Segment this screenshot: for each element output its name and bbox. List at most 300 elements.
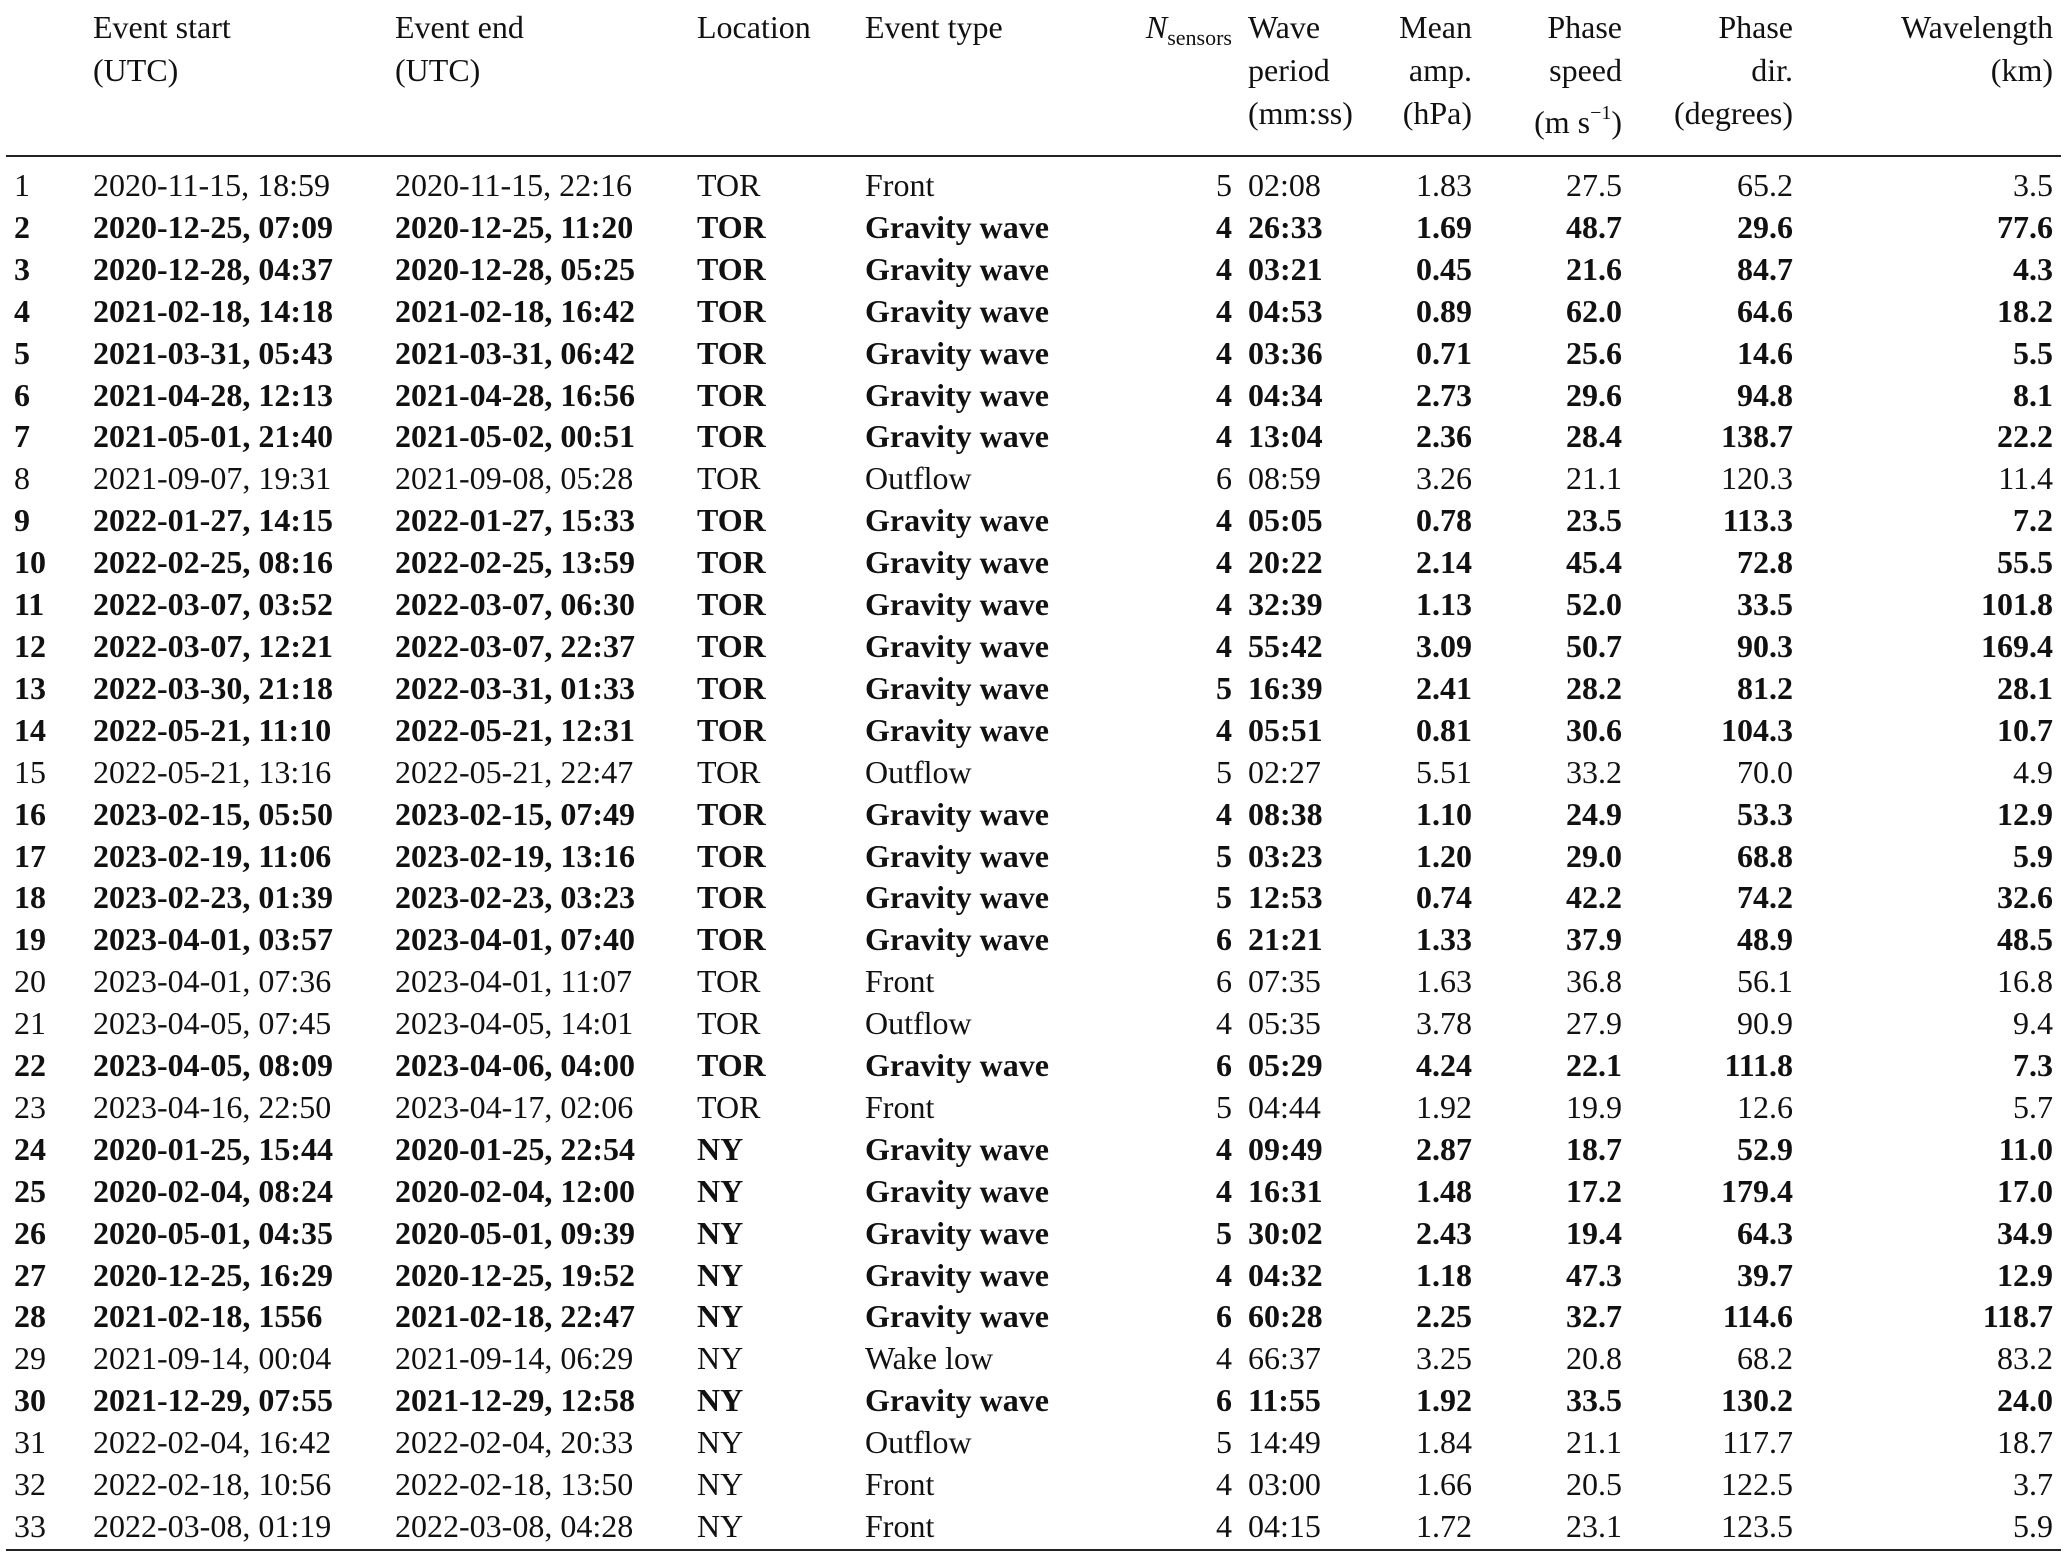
cell-location: TOR bbox=[697, 711, 766, 748]
cell-mean-amp: 1.48 bbox=[1416, 1172, 1472, 1209]
cell-event-start: 2021-09-14, 00:04 bbox=[93, 1340, 332, 1377]
cell-index: 32 bbox=[14, 1466, 46, 1503]
cell-index: 21 bbox=[14, 1005, 46, 1042]
cell-event-type: Gravity wave bbox=[865, 1130, 1049, 1167]
cell-location: TOR bbox=[697, 250, 766, 287]
cell-phase-dir: 90.9 bbox=[1737, 1005, 1793, 1042]
cell-mean-amp: 0.81 bbox=[1416, 711, 1472, 748]
cell-nsensors: 6 bbox=[1216, 1047, 1232, 1084]
table-row bbox=[6, 1129, 2061, 1171]
header-phase-speed-line3-post: ) bbox=[1611, 104, 1622, 140]
cell-nsensors: 5 bbox=[1216, 753, 1232, 790]
cell-phase-dir: 111.8 bbox=[1724, 1047, 1793, 1084]
header-wave-period-line2: period bbox=[1248, 52, 1330, 88]
cell-wave-period: 05:51 bbox=[1248, 711, 1323, 748]
cell-event-type: Gravity wave bbox=[865, 879, 1049, 916]
cell-event-end: 2022-03-07, 22:37 bbox=[395, 627, 635, 664]
header-wavelength-line1: Wavelength bbox=[1900, 9, 2053, 45]
cell-index: 12 bbox=[14, 627, 46, 664]
cell-mean-amp: 4.24 bbox=[1416, 1047, 1472, 1084]
table-row bbox=[6, 1087, 2061, 1129]
cell-location: TOR bbox=[697, 502, 766, 539]
cell-event-start: 2023-04-01, 03:57 bbox=[93, 921, 333, 958]
cell-event-type: Gravity wave bbox=[865, 376, 1049, 413]
cell-location: TOR bbox=[697, 460, 761, 497]
cell-event-start: 2023-02-23, 01:39 bbox=[93, 879, 333, 916]
cell-phase-speed: 18.7 bbox=[1566, 1130, 1622, 1167]
cell-mean-amp: 1.66 bbox=[1416, 1466, 1472, 1503]
cell-wavelength: 11.0 bbox=[1998, 1130, 2053, 1167]
cell-nsensors: 4 bbox=[1216, 627, 1232, 664]
table-row bbox=[6, 1003, 2061, 1045]
cell-phase-speed: 22.1 bbox=[1566, 1047, 1622, 1084]
cell-mean-amp: 5.51 bbox=[1416, 753, 1472, 790]
cell-phase-speed: 32.7 bbox=[1566, 1298, 1622, 1335]
cell-mean-amp: 0.78 bbox=[1416, 502, 1472, 539]
cell-wavelength: 16.8 bbox=[1997, 963, 2053, 1000]
cell-index: 19 bbox=[14, 921, 46, 958]
cell-event-end: 2023-04-05, 14:01 bbox=[395, 1005, 634, 1042]
cell-wave-period: 03:36 bbox=[1248, 334, 1323, 371]
cell-wavelength: 28.1 bbox=[1997, 669, 2053, 706]
cell-nsensors: 4 bbox=[1216, 1130, 1232, 1167]
cell-phase-dir: 33.5 bbox=[1737, 586, 1793, 623]
cell-mean-amp: 3.26 bbox=[1416, 460, 1472, 497]
cell-event-end: 2020-12-25, 11:20 bbox=[395, 208, 634, 245]
cell-phase-speed: 50.7 bbox=[1566, 627, 1622, 664]
header-nsensors bbox=[1077, 6, 1240, 156]
cell-phase-speed: 36.8 bbox=[1566, 963, 1622, 1000]
cell-phase-dir: 68.8 bbox=[1737, 837, 1793, 874]
cell-event-start: 2020-12-25, 16:29 bbox=[93, 1256, 333, 1293]
header-phase-speed-line3-sup: −1 bbox=[1590, 102, 1612, 124]
table-row bbox=[6, 333, 2061, 375]
cell-wave-period: 04:32 bbox=[1248, 1256, 1323, 1293]
table-row bbox=[6, 1296, 2061, 1338]
cell-mean-amp: 1.83 bbox=[1416, 167, 1472, 203]
cell-event-end: 2021-02-18, 22:47 bbox=[395, 1298, 635, 1335]
cell-event-type: Gravity wave bbox=[865, 1256, 1049, 1293]
header-wavelength-line2: (km) bbox=[1990, 52, 2053, 88]
cell-phase-speed: 17.2 bbox=[1566, 1172, 1622, 1209]
cell-index: 31 bbox=[14, 1424, 46, 1461]
cell-phase-speed: 45.4 bbox=[1566, 544, 1622, 581]
cell-event-type: Gravity wave bbox=[865, 1047, 1049, 1084]
cell-event-end: 2023-02-23, 03:23 bbox=[395, 879, 635, 916]
header-row bbox=[6, 6, 2061, 156]
cell-phase-dir: 104.3 bbox=[1721, 711, 1793, 748]
cell-index: 25 bbox=[14, 1172, 46, 1209]
cell-mean-amp: 1.33 bbox=[1416, 921, 1472, 958]
cell-wave-period: 12:53 bbox=[1248, 879, 1323, 916]
cell-phase-dir: 81.2 bbox=[1737, 669, 1793, 706]
cell-phase-speed: 25.6 bbox=[1566, 334, 1622, 371]
cell-nsensors: 6 bbox=[1216, 1298, 1232, 1335]
cell-wave-period: 13:04 bbox=[1248, 418, 1323, 455]
cell-event-start: 2021-09-07, 19:31 bbox=[93, 460, 332, 497]
cell-event-type: Gravity wave bbox=[865, 250, 1049, 287]
cell-wavelength: 5.5 bbox=[2013, 334, 2053, 371]
cell-nsensors: 4 bbox=[1216, 208, 1232, 245]
cell-wavelength: 4.9 bbox=[2013, 753, 2053, 790]
cell-event-end: 2023-04-17, 02:06 bbox=[395, 1088, 634, 1125]
table-row bbox=[6, 710, 2061, 752]
cell-wave-period: 14:49 bbox=[1248, 1424, 1321, 1461]
cell-index: 6 bbox=[14, 376, 30, 413]
table-row bbox=[6, 375, 2061, 417]
cell-event-start: 2021-03-31, 05:43 bbox=[93, 334, 333, 371]
header-phase-dir bbox=[1630, 6, 1801, 156]
cell-nsensors: 4 bbox=[1216, 1256, 1232, 1293]
cell-location: TOR bbox=[697, 921, 766, 958]
cell-event-type: Gravity wave bbox=[865, 208, 1049, 245]
cell-wave-period: 04:34 bbox=[1248, 376, 1323, 413]
cell-event-type: Outflow bbox=[865, 1424, 972, 1461]
cell-mean-amp: 0.74 bbox=[1416, 879, 1472, 916]
cell-phase-speed: 20.8 bbox=[1566, 1340, 1622, 1377]
cell-wave-period: 55:42 bbox=[1248, 627, 1323, 664]
cell-phase-dir: 64.6 bbox=[1737, 292, 1793, 329]
cell-wave-period: 66:37 bbox=[1248, 1340, 1321, 1377]
cell-index: 28 bbox=[14, 1298, 46, 1335]
cell-event-type: Gravity wave bbox=[865, 795, 1049, 832]
cell-location: TOR bbox=[697, 795, 766, 832]
header-event-end-line1: Event end bbox=[395, 9, 524, 45]
cell-index: 26 bbox=[14, 1214, 46, 1251]
table-row bbox=[6, 919, 2061, 961]
cell-index: 13 bbox=[14, 669, 46, 706]
cell-wavelength: 3.5 bbox=[2013, 167, 2053, 203]
cell-index: 29 bbox=[14, 1340, 46, 1377]
header-phase-speed-line1: Phase bbox=[1547, 9, 1622, 45]
header-wave-period-line1: Wave bbox=[1248, 9, 1321, 45]
cell-wave-period: 04:15 bbox=[1248, 1508, 1321, 1544]
cell-location: NY bbox=[697, 1130, 744, 1167]
header-phase-dir-line3: (degrees) bbox=[1673, 95, 1793, 131]
cell-nsensors: 4 bbox=[1216, 292, 1232, 329]
cell-phase-dir: 39.7 bbox=[1737, 1256, 1793, 1293]
cell-mean-amp: 2.25 bbox=[1416, 1298, 1472, 1335]
cell-nsensors: 4 bbox=[1216, 418, 1232, 455]
cell-event-type: Front bbox=[865, 1508, 935, 1544]
table-row bbox=[6, 1464, 2061, 1506]
cell-nsensors: 4 bbox=[1216, 544, 1232, 581]
cell-mean-amp: 1.10 bbox=[1416, 795, 1472, 832]
cell-event-start: 2020-01-25, 15:44 bbox=[93, 1130, 333, 1167]
cell-event-end: 2021-02-18, 16:42 bbox=[395, 292, 635, 329]
cell-nsensors: 5 bbox=[1216, 837, 1232, 874]
cell-phase-speed: 47.3 bbox=[1566, 1256, 1622, 1293]
cell-event-end: 2021-09-08, 05:28 bbox=[395, 460, 634, 497]
cell-phase-speed: 24.9 bbox=[1566, 795, 1622, 832]
cell-event-start: 2021-02-18, 14:18 bbox=[93, 292, 333, 329]
cell-wave-period: 03:00 bbox=[1248, 1466, 1321, 1503]
cell-event-end: 2023-02-19, 13:16 bbox=[395, 837, 635, 874]
cell-event-type: Gravity wave bbox=[865, 1382, 1049, 1419]
cell-location: TOR bbox=[697, 627, 766, 664]
cell-index: 8 bbox=[14, 460, 30, 497]
cell-phase-dir: 114.6 bbox=[1722, 1298, 1793, 1335]
cell-index: 24 bbox=[14, 1130, 46, 1167]
cell-phase-speed: 28.2 bbox=[1566, 669, 1622, 706]
cell-wavelength: 101.8 bbox=[1981, 586, 2053, 623]
cell-nsensors: 4 bbox=[1216, 711, 1232, 748]
cell-phase-dir: 120.3 bbox=[1721, 460, 1793, 497]
header-event-start bbox=[85, 6, 387, 156]
cell-wavelength: 11.4 bbox=[1998, 460, 2053, 497]
cell-wave-period: 08:38 bbox=[1248, 795, 1323, 832]
cell-event-start: 2022-03-07, 03:52 bbox=[93, 586, 333, 623]
cell-location: NY bbox=[697, 1508, 744, 1544]
table-row bbox=[6, 1422, 2061, 1464]
cell-index: 4 bbox=[14, 292, 30, 329]
cell-event-start: 2023-04-05, 08:09 bbox=[93, 1047, 333, 1084]
table-row bbox=[6, 961, 2061, 1003]
cell-wave-period: 02:08 bbox=[1248, 167, 1321, 203]
table-row bbox=[6, 1045, 2061, 1087]
header-wavelength bbox=[1801, 6, 2061, 156]
cell-event-type: Outflow bbox=[865, 460, 972, 497]
cell-location: TOR bbox=[697, 376, 766, 413]
cell-phase-dir: 29.6 bbox=[1737, 208, 1793, 245]
cell-event-end: 2022-02-04, 20:33 bbox=[395, 1424, 634, 1461]
cell-index: 1 bbox=[14, 167, 30, 203]
cell-nsensors: 6 bbox=[1216, 963, 1232, 1000]
cell-wavelength: 17.0 bbox=[1997, 1172, 2053, 1209]
cell-wavelength: 48.5 bbox=[1997, 921, 2053, 958]
table-row bbox=[6, 626, 2061, 668]
cell-phase-dir: 52.9 bbox=[1737, 1130, 1793, 1167]
table-body bbox=[6, 156, 2061, 1548]
cell-event-start: 2020-12-25, 07:09 bbox=[93, 208, 333, 245]
cell-event-start: 2022-05-21, 11:10 bbox=[93, 711, 332, 748]
cell-index: 2 bbox=[14, 208, 30, 245]
cell-location: NY bbox=[697, 1340, 744, 1377]
cell-mean-amp: 3.25 bbox=[1416, 1340, 1472, 1377]
cell-phase-speed: 21.1 bbox=[1566, 1424, 1622, 1461]
cell-nsensors: 4 bbox=[1216, 502, 1232, 539]
cell-event-end: 2021-03-31, 06:42 bbox=[395, 334, 635, 371]
cell-index: 18 bbox=[14, 879, 46, 916]
cell-phase-speed: 62.0 bbox=[1566, 292, 1622, 329]
cell-nsensors: 6 bbox=[1216, 1382, 1232, 1419]
cell-event-type: Front bbox=[865, 963, 935, 1000]
cell-mean-amp: 0.71 bbox=[1416, 334, 1472, 371]
cell-location: NY bbox=[697, 1256, 744, 1293]
cell-wavelength: 4.3 bbox=[2013, 250, 2053, 287]
cell-event-type: Front bbox=[865, 1466, 935, 1503]
cell-phase-dir: 138.7 bbox=[1721, 418, 1793, 455]
cell-phase-speed: 29.6 bbox=[1566, 376, 1622, 413]
cell-location: NY bbox=[697, 1214, 744, 1251]
table-row bbox=[6, 1380, 2061, 1422]
cell-event-end: 2021-09-14, 06:29 bbox=[395, 1340, 634, 1377]
cell-event-end: 2022-03-08, 04:28 bbox=[395, 1508, 634, 1544]
cell-wavelength: 10.7 bbox=[1997, 711, 2053, 748]
cell-wave-period: 04:44 bbox=[1248, 1088, 1321, 1125]
cell-event-end: 2023-04-01, 11:07 bbox=[395, 963, 633, 1000]
cell-location: TOR bbox=[697, 586, 766, 623]
cell-nsensors: 5 bbox=[1216, 1424, 1232, 1461]
cell-mean-amp: 1.13 bbox=[1416, 586, 1472, 623]
cell-nsensors: 4 bbox=[1216, 1172, 1232, 1209]
cell-index: 15 bbox=[14, 753, 46, 790]
cell-phase-dir: 56.1 bbox=[1737, 963, 1793, 1000]
cell-mean-amp: 2.36 bbox=[1416, 418, 1472, 455]
header-event-end bbox=[387, 6, 689, 156]
cell-phase-dir: 122.5 bbox=[1721, 1466, 1793, 1503]
cell-event-end: 2022-05-21, 22:47 bbox=[395, 753, 634, 790]
cell-phase-speed: 21.6 bbox=[1566, 250, 1622, 287]
header-event-type: Event type bbox=[857, 6, 1077, 156]
table-row bbox=[6, 1338, 2061, 1380]
table-row bbox=[6, 1171, 2061, 1213]
table-row bbox=[6, 668, 2061, 710]
cell-event-end: 2022-01-27, 15:33 bbox=[395, 502, 635, 539]
cell-wave-period: 60:28 bbox=[1248, 1298, 1323, 1335]
cell-phase-dir: 123.5 bbox=[1721, 1508, 1793, 1544]
table-row bbox=[6, 584, 2061, 626]
cell-phase-speed: 33.2 bbox=[1566, 753, 1622, 790]
cell-event-start: 2023-02-19, 11:06 bbox=[93, 837, 332, 874]
cell-event-start: 2021-05-01, 21:40 bbox=[93, 418, 333, 455]
cell-wave-period: 05:35 bbox=[1248, 1005, 1321, 1042]
cell-phase-dir: 70.0 bbox=[1737, 753, 1793, 790]
cell-wave-period: 11:55 bbox=[1248, 1382, 1321, 1419]
table-row bbox=[6, 1213, 2061, 1255]
header-mean-amp bbox=[1360, 6, 1480, 156]
cell-index: 27 bbox=[14, 1256, 46, 1293]
cell-event-type: Gravity wave bbox=[865, 502, 1049, 539]
cell-index: 20 bbox=[14, 963, 46, 1000]
cell-event-type: Wake low bbox=[865, 1340, 994, 1377]
cell-event-start: 2022-01-27, 14:15 bbox=[93, 502, 333, 539]
table-row bbox=[6, 752, 2061, 794]
cell-event-start: 2022-03-30, 21:18 bbox=[93, 669, 333, 706]
cell-event-end: 2022-03-31, 01:33 bbox=[395, 669, 635, 706]
cell-location: TOR bbox=[697, 292, 766, 329]
cell-phase-dir: 65.2 bbox=[1737, 167, 1793, 203]
cell-wave-period: 09:49 bbox=[1248, 1130, 1323, 1167]
header-nsensors-base: N bbox=[1145, 9, 1168, 45]
cell-event-end: 2020-11-15, 22:16 bbox=[395, 167, 633, 203]
cell-wavelength: 5.9 bbox=[2013, 837, 2053, 874]
cell-event-start: 2022-02-25, 08:16 bbox=[93, 544, 333, 581]
cell-event-end: 2021-04-28, 16:56 bbox=[395, 376, 635, 413]
cell-phase-speed: 21.1 bbox=[1566, 460, 1622, 497]
cell-wave-period: 03:23 bbox=[1248, 837, 1323, 874]
cell-mean-amp: 2.87 bbox=[1416, 1130, 1472, 1167]
cell-wave-period: 08:59 bbox=[1248, 460, 1321, 497]
cell-index: 33 bbox=[14, 1508, 46, 1544]
table-row bbox=[6, 291, 2061, 333]
cell-event-type: Gravity wave bbox=[865, 669, 1049, 706]
cell-event-start: 2023-04-01, 07:36 bbox=[93, 963, 332, 1000]
cell-wavelength: 7.2 bbox=[2013, 502, 2053, 539]
cell-phase-dir: 90.3 bbox=[1737, 627, 1793, 664]
cell-index: 3 bbox=[14, 250, 30, 287]
cell-mean-amp: 3.09 bbox=[1416, 627, 1472, 664]
cell-wave-period: 02:27 bbox=[1248, 753, 1321, 790]
cell-location: TOR bbox=[697, 208, 766, 245]
cell-index: 22 bbox=[14, 1047, 46, 1084]
cell-index: 7 bbox=[14, 418, 30, 455]
events-table bbox=[6, 6, 2061, 1548]
cell-event-type: Gravity wave bbox=[865, 292, 1049, 329]
cell-event-start: 2023-02-15, 05:50 bbox=[93, 795, 333, 832]
cell-event-start: 2023-04-16, 22:50 bbox=[93, 1088, 332, 1125]
header-mean-amp-line1: Mean bbox=[1399, 9, 1472, 45]
cell-index: 11 bbox=[14, 586, 45, 623]
cell-index: 17 bbox=[14, 837, 46, 874]
cell-event-end: 2020-02-04, 12:00 bbox=[395, 1172, 635, 1209]
cell-index: 10 bbox=[14, 544, 46, 581]
cell-wavelength: 32.6 bbox=[1997, 879, 2053, 916]
cell-wavelength: 7.3 bbox=[2013, 1047, 2053, 1084]
table-header bbox=[6, 6, 2061, 156]
cell-event-start: 2022-03-07, 12:21 bbox=[93, 627, 333, 664]
cell-wavelength: 34.9 bbox=[1997, 1214, 2053, 1251]
cell-location: TOR bbox=[697, 167, 761, 203]
cell-event-start: 2020-05-01, 04:35 bbox=[93, 1214, 333, 1251]
cell-nsensors: 4 bbox=[1216, 250, 1232, 287]
cell-phase-speed: 19.4 bbox=[1566, 1214, 1622, 1251]
cell-mean-amp: 1.18 bbox=[1416, 1256, 1472, 1293]
cell-nsensors: 4 bbox=[1216, 376, 1232, 413]
cell-location: TOR bbox=[697, 669, 766, 706]
cell-nsensors: 4 bbox=[1216, 1508, 1232, 1544]
cell-wavelength: 5.9 bbox=[2013, 1508, 2053, 1544]
header-mean-amp-line2: amp. bbox=[1408, 52, 1472, 88]
cell-phase-speed: 37.9 bbox=[1566, 921, 1622, 958]
cell-wave-period: 16:31 bbox=[1248, 1172, 1323, 1209]
cell-phase-speed: 23.5 bbox=[1566, 502, 1622, 539]
header-event-start-line2: (UTC) bbox=[93, 52, 179, 88]
cell-event-type: Front bbox=[865, 1088, 935, 1125]
header-wave-period-line3: (mm:ss) bbox=[1248, 95, 1353, 131]
cell-phase-dir: 179.4 bbox=[1721, 1172, 1793, 1209]
header-phase-speed-line3-pre: (m s bbox=[1534, 104, 1591, 140]
cell-location: TOR bbox=[697, 1088, 761, 1125]
cell-location: TOR bbox=[697, 418, 766, 455]
cell-location: TOR bbox=[697, 1005, 761, 1042]
cell-phase-dir: 72.8 bbox=[1737, 544, 1793, 581]
cell-nsensors: 6 bbox=[1216, 460, 1232, 497]
cell-location: NY bbox=[697, 1298, 744, 1335]
cell-event-type: Gravity wave bbox=[865, 1172, 1049, 1209]
cell-event-end: 2023-02-15, 07:49 bbox=[395, 795, 635, 832]
table-row bbox=[6, 458, 2061, 500]
cell-wavelength: 18.7 bbox=[1997, 1424, 2053, 1461]
cell-mean-amp: 1.92 bbox=[1416, 1382, 1472, 1419]
cell-event-type: Front bbox=[865, 167, 935, 203]
header-mean-amp-line3: (hPa) bbox=[1402, 95, 1472, 131]
cell-location: TOR bbox=[697, 837, 766, 874]
header-nsensors-sub: sensors bbox=[1167, 25, 1232, 50]
cell-wave-period: 26:33 bbox=[1248, 208, 1323, 245]
header-event-start-line1: Event start bbox=[93, 9, 231, 45]
cell-event-end: 2020-12-28, 05:25 bbox=[395, 250, 635, 287]
cell-event-start: 2022-03-08, 01:19 bbox=[93, 1508, 332, 1544]
cell-location: TOR bbox=[697, 963, 761, 1000]
cell-wavelength: 22.2 bbox=[1997, 418, 2053, 455]
cell-event-start: 2020-11-15, 18:59 bbox=[93, 167, 331, 203]
cell-mean-amp: 2.43 bbox=[1416, 1214, 1472, 1251]
cell-event-end: 2020-05-01, 09:39 bbox=[395, 1214, 635, 1251]
cell-event-start: 2022-02-04, 16:42 bbox=[93, 1424, 332, 1461]
cell-phase-speed: 27.9 bbox=[1566, 1005, 1622, 1042]
cell-mean-amp: 1.92 bbox=[1416, 1088, 1472, 1125]
